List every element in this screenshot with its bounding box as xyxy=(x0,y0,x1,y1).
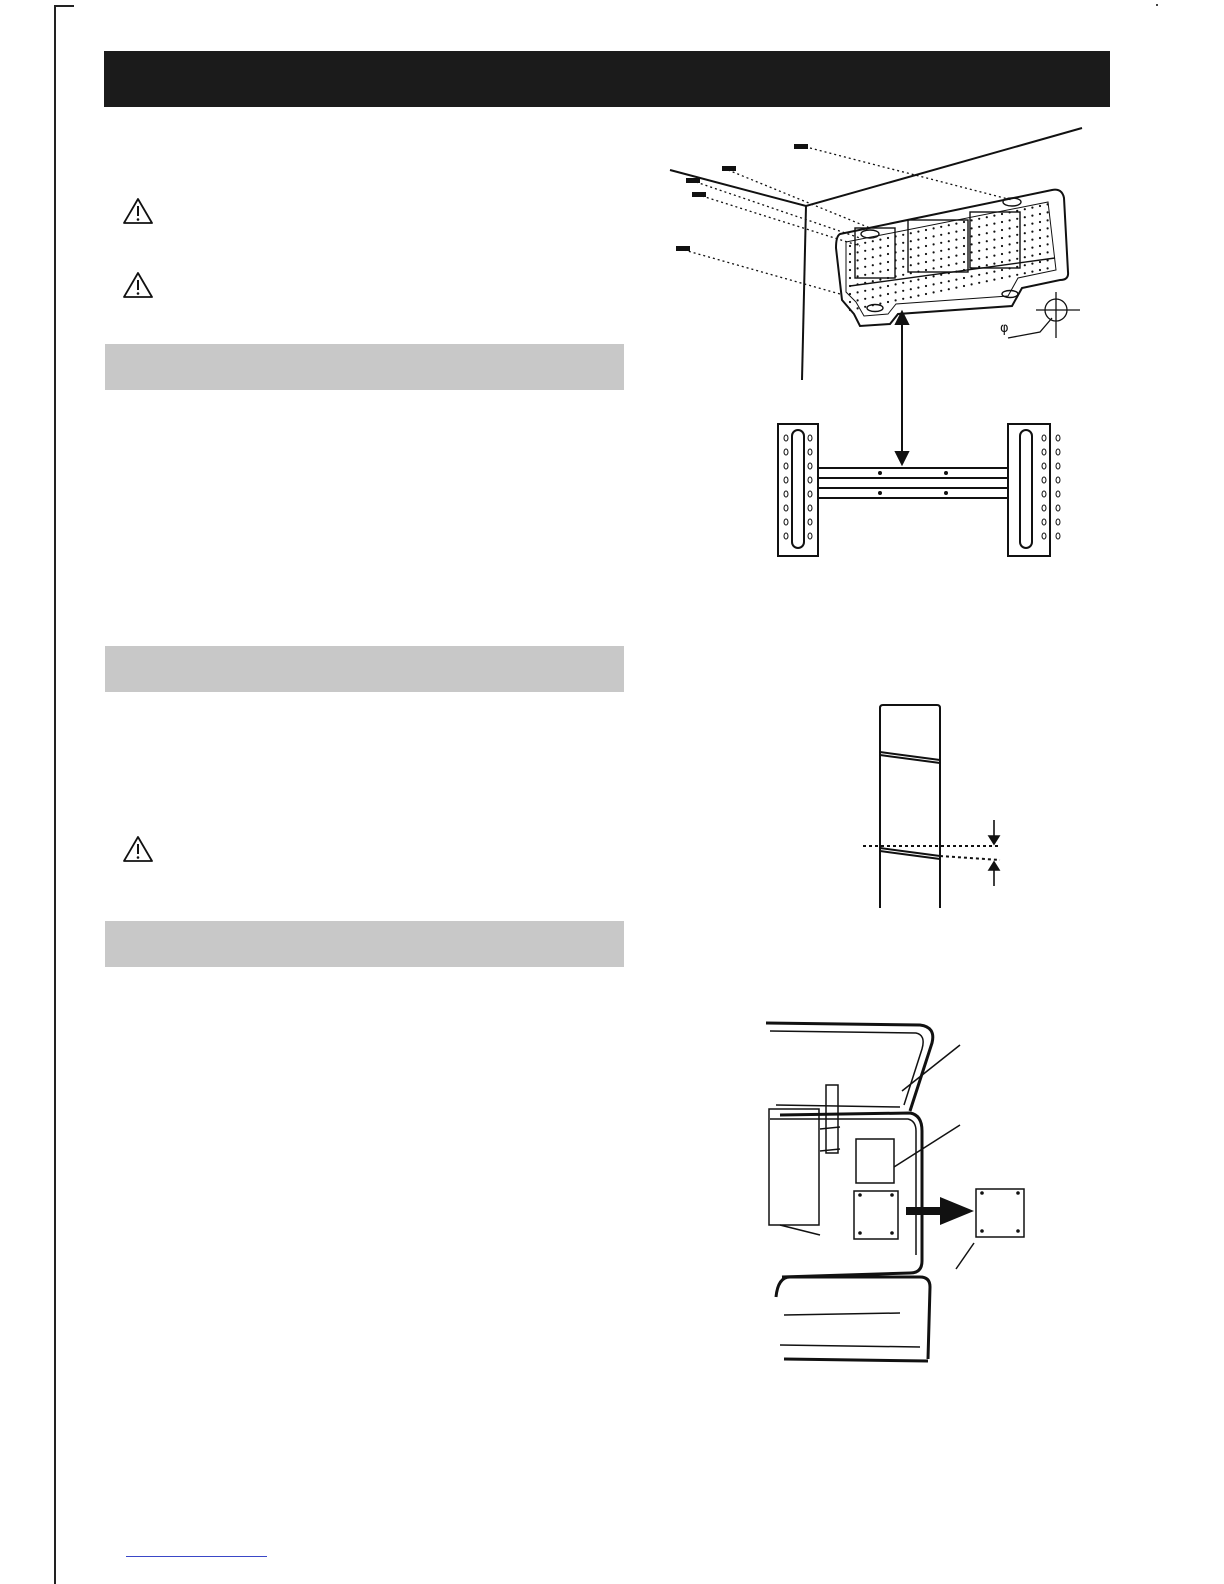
section-header-band xyxy=(105,646,624,692)
phi-label: φ xyxy=(1000,321,1009,336)
section-header-band xyxy=(105,344,624,390)
warning-triangle-icon xyxy=(122,835,154,863)
warning-triangle-icon xyxy=(122,197,154,225)
crop-mark-horizontal xyxy=(54,5,74,7)
open-front-panel-illustration xyxy=(760,1015,1040,1365)
section-header-band xyxy=(105,921,624,967)
crop-mark-dot xyxy=(1156,4,1158,6)
wall-mounting-plate-illustration xyxy=(660,118,1100,568)
page-header-bar xyxy=(104,51,1110,107)
level-check-illustration xyxy=(855,700,1015,912)
warning-triangle-icon xyxy=(122,271,154,299)
footer-link-underline[interactable] xyxy=(126,1556,267,1557)
crop-mark-vertical xyxy=(54,5,56,1584)
